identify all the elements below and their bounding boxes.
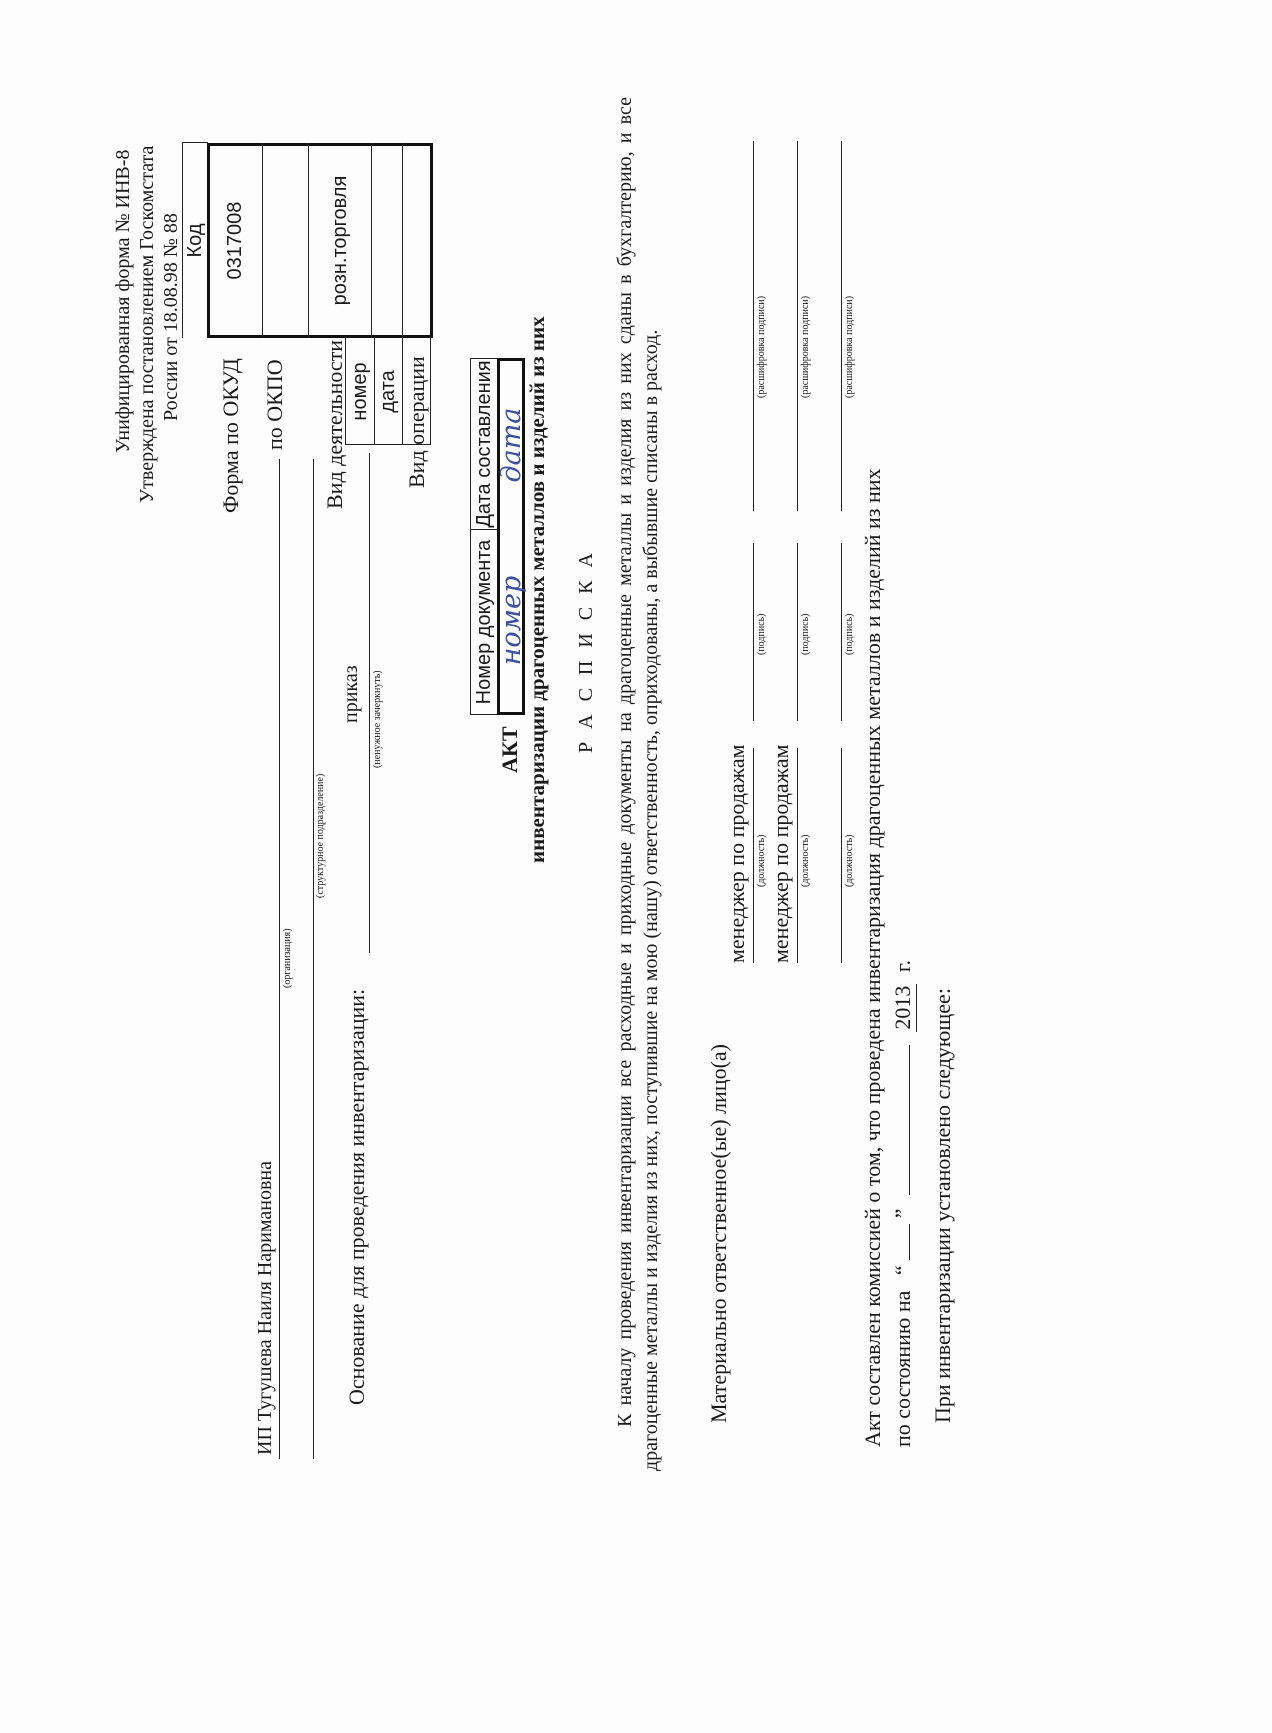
activity-label: Вид деятельности [322,339,347,509]
month-blank [909,1045,910,1195]
person-1-position: менеджер по продажам [724,744,749,963]
day-blank [909,1224,910,1260]
footer-line-2 [890,960,917,1447]
okud-value: 0317008 [223,201,246,280]
operation-label: Вид операции [404,356,429,488]
signature-caption-3: (подпись) [844,613,855,655]
act-title: АКТ [497,726,522,773]
basis-label: Основание для проведения инвентаризации: [344,988,369,1405]
position-caption-2: (должность) [800,834,811,887]
as-of-label: по состоянию на [890,1290,915,1447]
year-suffix: г. [890,960,915,973]
okud-label: Форма по ОКУД [218,358,243,513]
basis-caption: (ненужное зачеркнуть) [372,670,383,768]
doc-number-value: номер [495,575,527,666]
okpo-label: по ОКПО [262,359,287,450]
form-line-3: России от 18.08.98 № 88 [160,213,182,421]
act-subtitle: инвентаризации драгоценных металлов и изделий из них [525,316,549,863]
organization-name: ИП Тугушева Наиля Наримановна [254,1161,276,1455]
position-caption-1: (должность) [756,834,767,887]
decode-caption-1: (расшифровка подписи) [756,295,767,398]
footer-line-1: Акт составлен комиссией о том, что проведена инвентаризация драгоценных металлов и изделий из них [860,468,885,1447]
position-caption-3: (должность) [844,834,855,887]
persons-label: Материально ответственное(ые) лицо(а) [706,1043,731,1423]
form-line-1: Унифицированная форма № ИНВ-8 [112,149,134,453]
signature-caption-2: (подпись) [800,613,811,655]
decode-caption-3: (расшифровка подписи) [844,295,855,398]
kod-header: Код [183,223,206,258]
okpo-value [263,143,308,338]
receipt-text: К началу проведения инвентаризации все расходные и приходные документы на драгоценные металлы и изделия из них сданы в бухгалтерию, и все драгоценные металлы и изделия из них, поступившие на мою (нашу) ответственность, оприходованы, а выбывшие списаны в расход. [614,97,662,1471]
doc-date-header: Дата составления [470,358,498,530]
receipt-title: Р А С П И С К А [575,549,597,753]
quote-open: “ [890,1265,915,1276]
doc-values-row [497,358,525,715]
quote-close: ” [890,1208,915,1219]
signature-caption-1: (подпись) [756,613,767,655]
date-label: дата [377,370,399,413]
activity-value: розн.торговля [328,175,351,306]
organization-caption: (организация) [282,928,293,988]
subdivision-caption: (структурное подразделение) [315,773,326,898]
doc-number-header: Номер документа [470,529,498,715]
decode-caption-2: (расшифровка подписи) [800,295,811,398]
form-line-2: Утверждена постановлением Госкомстата [136,145,158,503]
number-label: номер [348,362,371,421]
basis-value: приказ [340,665,362,723]
person-2-position: менеджер по продажам [768,744,793,963]
footer-line-3: При инвентаризации установлено следующее: [930,988,955,1423]
doc-date-value: дата [495,407,527,483]
year-value: 2013 [890,985,915,1030]
